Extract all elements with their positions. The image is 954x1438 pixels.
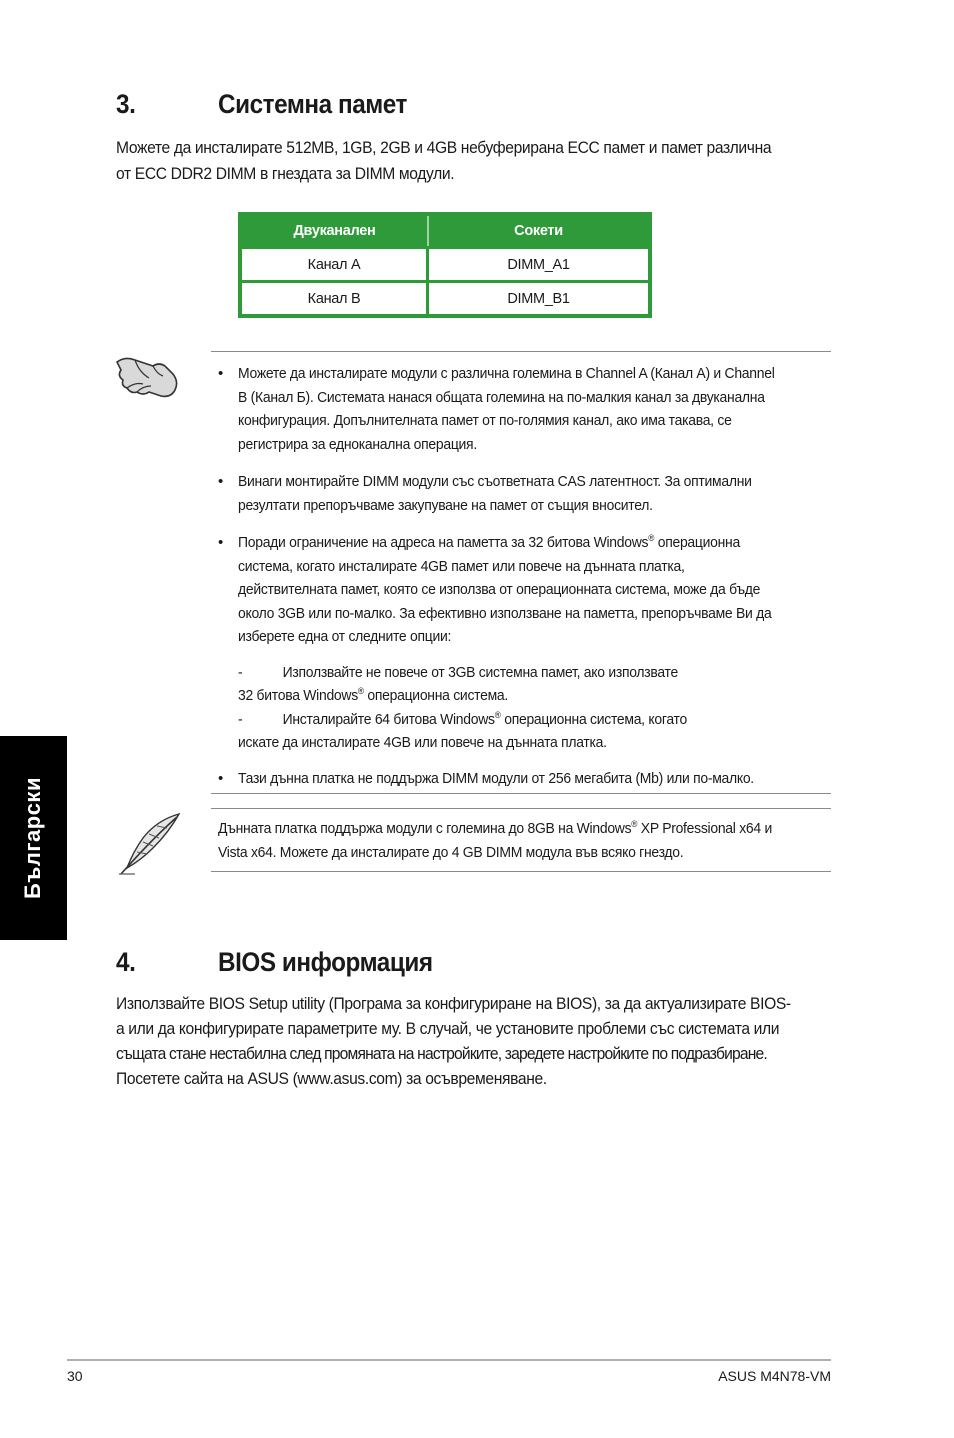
section-3-intro bbox=[116, 135, 843, 187]
note-bullet bbox=[211, 470, 831, 517]
intro-line: от ECC DDR2 DIMM в гнездата за DIMM модули. bbox=[116, 164, 455, 183]
option-line: Използвайте не повече от 3GB системна памет, ако използвате bbox=[282, 663, 678, 681]
note-line: Винаги монтирайте DIMM модули със съответната CAS латентност. За оптимални bbox=[238, 473, 752, 490]
memory-size-note bbox=[218, 817, 772, 865]
registered-mark: ® bbox=[357, 686, 364, 696]
intro-line: Можете да инсталирате 512MB, 1GB, 2GB и 4GB небуферирана ECC памет и памет различна bbox=[116, 138, 772, 157]
note-bullet bbox=[211, 362, 831, 456]
note-divider bbox=[211, 793, 831, 794]
registered-mark: ® bbox=[494, 709, 501, 720]
note-line: резултати препоръчваме закупуване на памет от същия вносител. bbox=[238, 496, 653, 514]
note-top-divider bbox=[211, 351, 831, 352]
option-line: операционна система. bbox=[363, 687, 508, 704]
option-line: операционна система, когато bbox=[500, 710, 687, 728]
option-item bbox=[238, 661, 789, 685]
footer-divider bbox=[67, 1359, 831, 1361]
note-line: XP Professional x64 и bbox=[637, 820, 772, 837]
note-line: Можете да инсталирате модули с различна големина в Channel A (Канал A) и Channel bbox=[238, 365, 775, 382]
section-4-number: 4. bbox=[116, 947, 136, 977]
paragraph-line: а или да конфигурирате параметрите му. В случай, че установите проблеми със системата или bbox=[116, 1019, 780, 1038]
table-header-cell: Двуканален bbox=[242, 216, 429, 246]
dimm-socket-table bbox=[238, 212, 652, 318]
table-cell: Канал B bbox=[242, 280, 429, 314]
section-4-title: BIOS информация bbox=[218, 947, 433, 977]
bullet-dot: • bbox=[218, 769, 223, 787]
section-4-paragraph bbox=[116, 991, 843, 1091]
note-bullet bbox=[211, 531, 831, 649]
note-line: действителната памет, която се използва от операционната система, може да бъде bbox=[238, 581, 761, 598]
note-line: изберете една от следните опции: bbox=[238, 628, 452, 645]
note-divider bbox=[211, 808, 831, 809]
page-number: 30 bbox=[67, 1368, 83, 1384]
option-line: искате да инсталирате 4GB или повече на дънната платка. bbox=[238, 734, 607, 751]
table-cell: DIMM_B1 bbox=[429, 280, 648, 314]
note-line: Дънната платка поддържа модули с големина до 8GB на Windows bbox=[218, 820, 632, 837]
note-line: конфигурация. Допълнителната памет от по-голямия канал, ако има такава, се bbox=[238, 412, 732, 429]
paragraph-line: Използвайте BIOS Setup utility (Програма за конфигуриране на BIOS), за да актуализирате BIOS- bbox=[116, 994, 791, 1013]
table-header-cell: Сокети bbox=[429, 216, 648, 246]
option-line: Инсталирайте 64 битова Windows bbox=[282, 710, 495, 728]
feather-icon bbox=[113, 812, 185, 878]
note-bullet bbox=[211, 767, 831, 791]
hand-icon bbox=[113, 352, 183, 402]
option-item bbox=[238, 684, 789, 708]
table-cell: Канал A bbox=[242, 246, 429, 280]
note-line: B (Канал Б). Системата нанася общата големина на по-малкия канал за двуканална bbox=[238, 388, 765, 406]
memory-notes bbox=[211, 362, 831, 790]
option-item bbox=[238, 708, 789, 732]
note-line: около 3GB или по-малко. За ефективно използване на паметта, препоръчваме Ви да bbox=[238, 604, 772, 622]
table-row bbox=[242, 280, 648, 314]
bullet-dot: • bbox=[218, 534, 223, 551]
section-3-title: Системна памет bbox=[218, 89, 407, 119]
option-dash: - bbox=[238, 663, 243, 681]
bullet-dot: • bbox=[218, 473, 223, 490]
table-header-row bbox=[242, 216, 648, 246]
note-bottom-divider bbox=[211, 871, 831, 872]
note-line: Поради ограничение на адреса на паметта за 32 битова Windows bbox=[238, 534, 649, 551]
table-cell: DIMM_A1 bbox=[429, 246, 648, 280]
option-item bbox=[238, 731, 789, 755]
note-line: система, когато инсталирате 4GB памет или повече на дънната платка, bbox=[238, 557, 685, 575]
option-line: 32 битова Windows bbox=[238, 687, 358, 704]
option-dash: - bbox=[238, 710, 243, 728]
bullet-dot: • bbox=[218, 365, 223, 382]
language-tab-label: Български bbox=[20, 777, 45, 899]
registered-mark: ® bbox=[648, 533, 655, 543]
product-name: ASUS M4N78-VM bbox=[718, 1368, 831, 1384]
registered-mark: ® bbox=[631, 819, 638, 829]
option-list bbox=[211, 661, 831, 755]
note-line: операционна bbox=[654, 534, 740, 551]
paragraph-line: Посетете сайта на ASUS (www.asus.com) за осъвременяване. bbox=[116, 1069, 547, 1088]
paragraph-line: същата стане нестабилна след промяната на настройките, заредете настройките по подразбиране. bbox=[116, 1044, 767, 1063]
note-line: Тази дънна платка не поддържа DIMM модули от 256 мегабита (Mb) или по-малко. bbox=[238, 769, 754, 787]
table-row bbox=[242, 246, 648, 280]
section-3-number: 3. bbox=[116, 89, 136, 119]
note-line: регистрира за едноканална операция. bbox=[238, 435, 477, 453]
note-line: Vista x64. Можете да инсталирате до 4 GB DIMM модула във всяко гнездо. bbox=[218, 844, 684, 861]
